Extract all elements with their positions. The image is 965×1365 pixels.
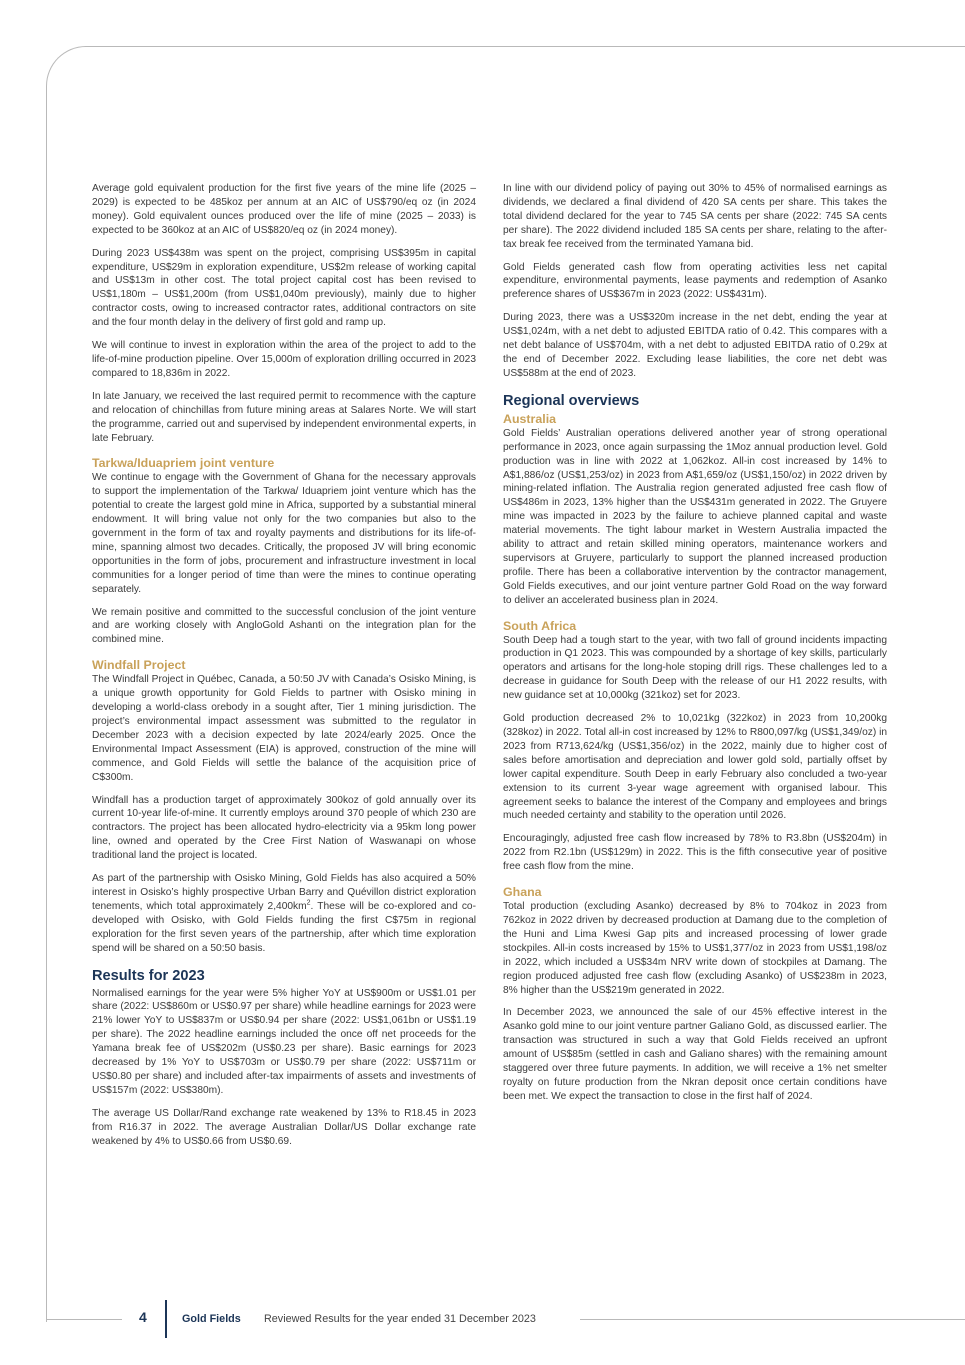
south-africa-paragraph-3: Encouragingly, adjusted free cash flow increased by 78% to R3.8bn (US$204m) in 2022 from R2.1bn (US$129m) in 2022. This is the fifth consecutive year of positive free cash flow from the mine. bbox=[503, 833, 887, 873]
net-debt-paragraph: During 2023, there was a US$320m increase in the net debt, ending the year at US$1,024m, with a net debt to adjusted EBITDA ratio of 0.42. This compares with a net debt balance of US$704m, with a net debt to adjusted EBITDA ratio of 0.29x at the end of December 2022. Excluding lease liabilities, the core net debt was US$588m at the end of 2023. bbox=[503, 312, 887, 379]
australia-paragraph: Gold Fields’ Australian operations delivered another year of strong operational performance in 2023, once again surpassing the 1Moz annual production level. Gold production was in line with 2022 at 1,062koz. All-in cost increased by 14% to A$1,886/oz (US$1,253/oz) in 2023 from A$1,659/oz (US$1,150/oz) in 2022 driven by mining-related inflation. The Australia region generated adjusted free cash flow of US$486m in 2023, 13% higher than the US$431m generated in 2022. The Gruyere mine was impacted in 2023 by the failure to achieve planned capital and waste material movements. The tight labour market in Western Australia impacted the ability to attract and retain skilled mining operators, maintenance workers and supervisors at Gruyere, particularly to support the planned increased production profile. There has been a collaborative intervention by the contractor management, Gold Fields executives, and our joint venture partner Gold Road on the way forward to deliver an accelerated business plan in 2024. bbox=[503, 427, 887, 606]
south-africa-paragraph-2: Gold production decreased 2% to 10,021kg (322koz) in 2023 from 10,200kg (328koz) in 2022. Total all-in cost increased by 12% to R800,097/kg (US$1,349/oz) in 2023 from R713,624/kg (US$1,356/oz) in the 2022, mainly due to higher cost of sales before amortisation and depreciation and lower gold sold, partially offset by lower capital expenditure. South Deep in early February also concluded a two-year extension to its current 3-year wage agreement with organised labour. This agreement seeks to balance the interest of the Company and employees and brings much needed certainty and stability to the operation until 2026. bbox=[503, 713, 887, 822]
results-paragraph-1: Normalised earnings for the year were 5% higher YoY at US$900m or US$1.01 per share (2022: US$860m or US$0.97 per share) while headline earnings for 2023 were 21% lower YoY to US$837m or US$0.94 per share (2022: US$1,061bn or US$1.19 per share). The 2022 headline earnings included the once off net proceeds for the Yamana break fee of US$202m (US$0.23 per share). Basic earnings for 2023 decreased by 1% YoY to US$703m or US$0.79 per share (2022: US$711m or US$0.80 per share) and included after-tax impairments of assets and investments of US$157m (2022: US$380m). bbox=[92, 987, 476, 1096]
windfall-heading: Windfall Project bbox=[92, 658, 186, 673]
salares-paragraph-2: During 2023 US$438m was spent on the project, comprising US$395m in capital expenditure, US$29m in exploration expenditure, US$2m release of working capital and US$13m in other cost. The total project capital cost has been revised to US$1,180m – US$1,200m (from US$1,040m previously), mainly due to higher contractor costs, owing to increased contractor rates, additional contractors on site and the four month delay in the delivery of first gold and ramp up. bbox=[92, 247, 476, 329]
footer-rule-left bbox=[46, 1319, 122, 1320]
footer-title: Reviewed Results for the year ended 31 December 2023 bbox=[264, 1313, 536, 1325]
south-africa-paragraph-1: South Deep had a tough start to the year, with two fall of ground incidents impacting production in Q1 2023. This was compounded by a shortage of key skills, particularly operators and artisans for the long-hole stoping drill rigs. These challenges led to a decrease in guidance for South Deep with the release of our H1 2022 results, with new guidance set at 10,000kg (321koz) set for 2023. bbox=[503, 634, 887, 702]
ghana-heading: Ghana bbox=[503, 885, 542, 900]
salares-paragraph-1: Average gold equivalent production for the first five years of the mine life (2025 – 2029) is expected to be 485koz per annum at an AIC of US$790/eq oz (in 2024 money). Gold equivalent ounces produced over the life of mine (2025 – 2033) is expected to be 360koz at an AIC of US$820/eq oz (in 2024 money). bbox=[92, 183, 476, 236]
windfall-paragraph-1: The Windfall Project in Québec, Canada, a 50:50 JV with Canada’s Osisko Mining, is a unique growth opportunity for Gold Fields to partner with Osisko mining in developing a world-class orebody in a sought after, Tier 1 mining jurisdiction. The project’s environmental impact assessment was submitted to the regulator in December 2023 with a decision expected by late 2024/early 2025. Once the Environmental Impact Assessment (EIA) is approved, construction of the mine will commence, and Gold Fields will settle the balance of the acquisition price of C$300m. bbox=[92, 674, 476, 783]
salares-paragraph-3: We will continue to invest in exploration within the area of the project to add to the life-of-mine production pipeline. Over 15,000m of exploration drilling occurred in 2023 compared to 18,836m in 2022. bbox=[92, 340, 476, 379]
superscript-2: 2 bbox=[306, 899, 311, 907]
windfall-paragraph-3 bbox=[92, 872, 476, 955]
windfall-paragraph-3b: . These will be co-explored and co-developed with Osisko, with Gold Fields funding the first C$75m in regional exploration for the first seven years of the partnership, after which time exploration spend will be shared on a 50:50 basis. bbox=[92, 900, 476, 954]
dividend-paragraph: In line with our dividend policy of paying out 30% to 45% of normalised earnings as dividends, we declared a final dividend of 420 SA cents per share. This takes the total dividend declared for the year to 745 SA cents per share (2022: 745 SA cents per share). The 2022 dividend included 185 SA cents per share, relating to the after-tax break fee received from the terminated Yamana bid. bbox=[503, 183, 887, 250]
footer-brand: Gold Fields bbox=[182, 1313, 241, 1325]
australia-heading: Australia bbox=[503, 411, 557, 426]
page-footer bbox=[0, 1300, 965, 1340]
south-africa-heading: South Africa bbox=[503, 618, 577, 633]
page-number: 4 bbox=[139, 1309, 147, 1325]
ghana-paragraph-2: In December 2023, we announced the sale of our 45% effective interest in the Asanko gold mine to our joint venture partner Galiano Gold, as discussed earlier. The transaction was structured in such a way that Gold Fields received an upfront amount of US$85m (settled in cash and Galiano shares) with the remaining amount staggered over three future payments. In addition, we will receive a 1% net smelter royalty on future production from the Nkran deposit once certain conditions have been met. We expect the transaction to close in the first half of 2024. bbox=[503, 1007, 887, 1102]
tarkwa-paragraph-2: We remain positive and committed to the successful conclusion of the joint venture and are working closely with AngloGold Ashanti on the integration plan for the combined mine. bbox=[92, 606, 476, 646]
cash-flow-paragraph: Gold Fields generated cash flow from operating activities less net capital expenditure, environmental payments, lease payments and redemption of Asanko preference shares of US$367m in 2023 (2022: US$431m). bbox=[503, 261, 887, 301]
tarkwa-heading: Tarkwa/Iduapriem joint venture bbox=[92, 456, 275, 471]
salares-paragraph-4: In late January, we received the last required permit to recommence with the capture and relocation of chinchillas from future mining areas at Salares Norte. We will start the programme, carried out and supervised by independent environmental experts, in late February. bbox=[92, 390, 476, 444]
tarkwa-paragraph-1: We continue to engage with the Government of Ghana for the necessary approvals to support the implementation of the Tarkwa/ Iduapriem joint venture which has the potential to create the largest gold mine in Africa, supported by a substantial mineral endowment. It will bring value not only for the two companies but also to the government in the form of tax and royalty payments and distributions for its life-of-mine, spanning almost two decades. Critically, the proposed JV will bring economic opportunities in the form of jobs, procurement and infrastructure investment in local communities for a longer period of time than were the mines to continue operating separately. bbox=[92, 472, 476, 595]
left-column bbox=[92, 182, 476, 1157]
regional-overviews-heading: Regional overviews bbox=[503, 392, 640, 409]
footer-divider bbox=[165, 1300, 167, 1338]
ghana-paragraph-1: Total production (excluding Asanko) decreased by 8% to 704koz in 2023 from 762koz in 2022 driven by decreased production at Damang due to the completion of the Huni and Lima Kwesi Gap pits and increased processing of lower grade stockpiles. All-in costs increased by 15% to US$1,377/oz in 2023 from US$1,198/oz in 2022, which included a US$34m NRV write down of stockpiles at Damang. The region produced adjusted free cash flow (excluding Asanko) of US$238m in 2023, 8% higher than the US$219m generated in 2022. bbox=[503, 901, 887, 996]
footer-rule-right bbox=[580, 1319, 965, 1320]
results-heading: Results for 2023 bbox=[92, 967, 205, 984]
results-paragraph-2: The average US Dollar/Rand exchange rate weakened by 13% to R18.45 in 2023 from R16.37 in 2022. The average Australian Dollar/US Dollar exchange rate weakened by 4% to US$0.66 from US$0.69. bbox=[92, 1107, 476, 1147]
right-column bbox=[503, 182, 887, 1113]
windfall-paragraph-3a: As part of the partnership with Osisko Mining, Gold Fields has also acquired a 50% interest in Osisko’s highly prospective Urban Barry and Quévillon district exploration tenements, which total approximately 2,400km bbox=[92, 873, 476, 912]
windfall-paragraph-2: Windfall has a production target of approximately 300koz of gold annually over its current 10-year life-of-mine. It currently employs around 370 people of which 230 are contractors. The project has been allocated hydro-electricity via a 95km long power line, owned and operated by the Cree First Nation of Waswanapi on whose traditional land the project is located. bbox=[92, 794, 476, 862]
